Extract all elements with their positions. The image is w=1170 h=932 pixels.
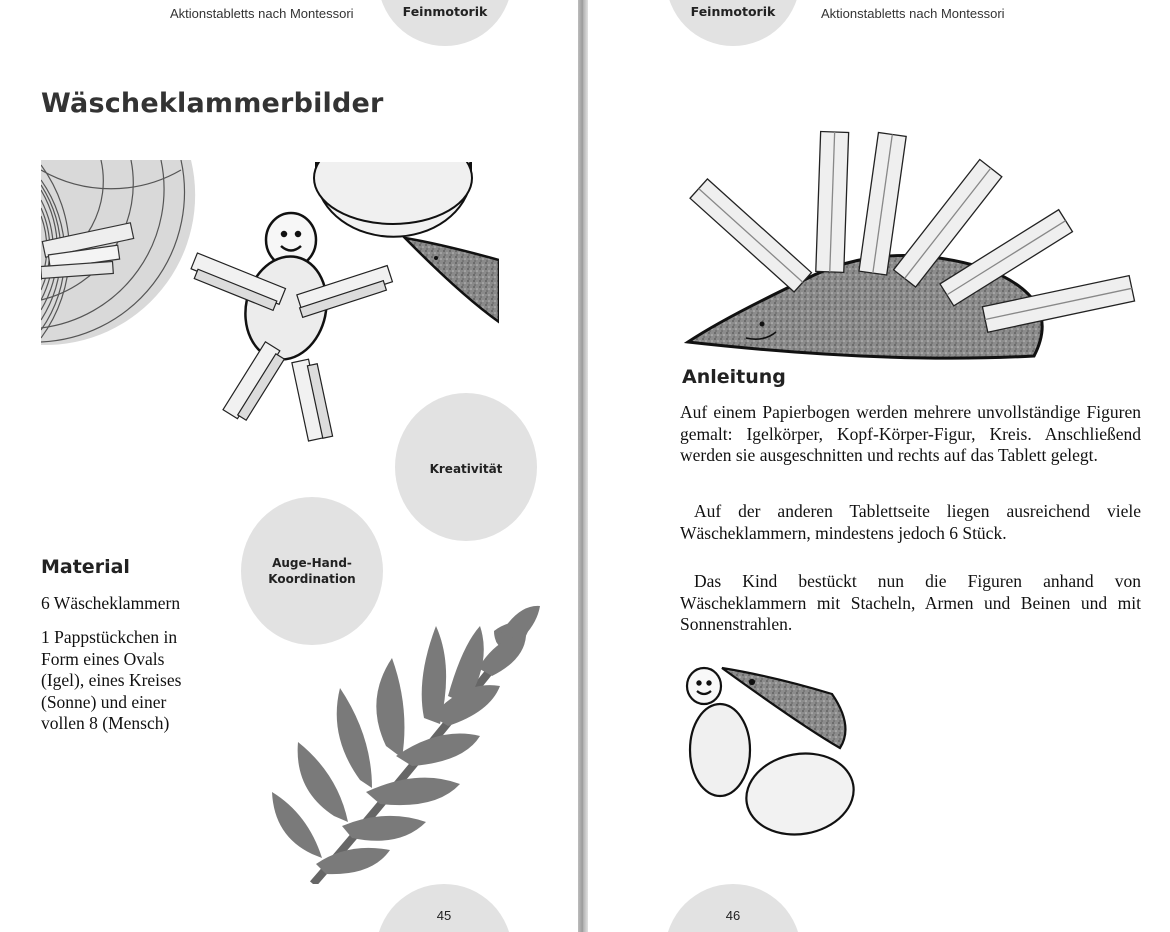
- left-page: [0, 0, 578, 932]
- leaf-branch-illustration: [268, 596, 543, 884]
- hedgehog-clothespin-photo: [684, 128, 1136, 364]
- header-title: Aktionstabletts nach Montessori: [170, 6, 354, 21]
- book-gutter: [578, 0, 588, 932]
- right-page: [588, 0, 1170, 932]
- cutout-shapes-illustration: [682, 656, 862, 838]
- page-number: 45: [436, 908, 452, 923]
- badge-auge-hand-line1: Auge-Hand-: [272, 555, 352, 570]
- page-number-circle: [376, 884, 512, 932]
- material-item: 6 Wäscheklammern: [41, 593, 181, 613]
- page-title: Wäscheklammerbilder: [41, 88, 384, 119]
- header-badge-label: Feinmotorik: [690, 4, 776, 19]
- instructions-paragraph: Auf einem Papierbogen werden mehrere unvollständige Figuren gemalt: Igelkörper, Kopf-Körper-Figur, Kreis. Anschließend werden sie ausgeschnitten und rechts auf das Tablett gelegt.: [680, 402, 1141, 465]
- badge-auge-hand-line2: Koordination: [268, 572, 356, 586]
- header-badge-circle: [378, 0, 512, 46]
- page-number: 46: [725, 908, 741, 923]
- material-item: 1 Pappstückchen in Form eines Ovals (Igel), eines Kreises (Sonne) und einer vollen 8 (Mensch): [41, 627, 182, 733]
- header-badge-circle: [666, 0, 800, 46]
- instructions-paragraph: Auf der anderen Tablettseite liegen ausreichend viele Wäscheklammern, mindestens jedoch 6 Stück.: [680, 501, 1141, 543]
- header-badge-label: Feinmotorik: [402, 4, 488, 19]
- instructions-paragraph: Das Kind bestückt nun die Figuren anhand von Wäscheklammern mit Stacheln, Armen und Beinen und mit Sonnenstrahlen.: [680, 571, 1141, 634]
- page-number-circle: [665, 884, 801, 932]
- hedgehog-shape: [405, 238, 499, 322]
- instructions-heading: Anleitung: [682, 366, 786, 388]
- material-heading: Material: [41, 556, 130, 578]
- badge-kreativitaet-label: Kreativität: [429, 461, 503, 476]
- badge-kreativitaet: [395, 393, 537, 541]
- header-title: Aktionstabletts nach Montessori: [821, 6, 1005, 21]
